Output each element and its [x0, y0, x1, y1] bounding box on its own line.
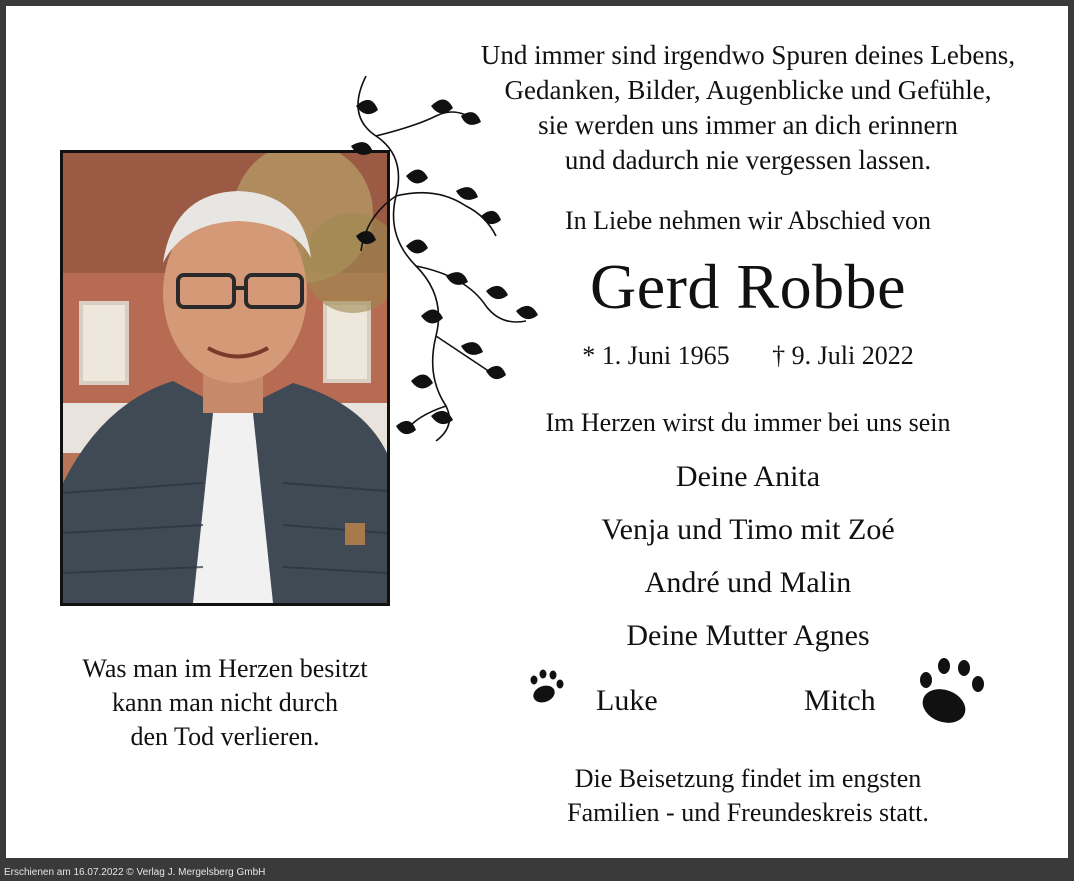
funeral-line: Die Beisetzung findet im engsten	[574, 764, 922, 793]
intro-text: In Liebe nehmen wir Abschied von	[564, 206, 932, 235]
poem-line: sie werden uns immer an dich erinnern	[538, 110, 958, 140]
paw-print-icon	[912, 652, 994, 732]
mourner-line: Deine Mutter Agnes	[626, 619, 870, 652]
deceased-name: Gerd Robbe	[589, 251, 907, 322]
birth-date: * 1. Juni 1965	[582, 341, 730, 370]
memorial-quote	[36, 652, 414, 754]
heart-line: Im Herzen wirst du immer bei uns sein	[545, 408, 951, 437]
life-dates	[438, 341, 1058, 371]
pet-name: Mitch	[804, 684, 876, 717]
publication-footer: Erschienen am 16.07.2022 © Verlag J. Mergelsberg GmbH	[0, 864, 1074, 881]
mourner-line: Deine Anita	[675, 460, 821, 493]
poem	[438, 38, 1058, 178]
quote-line: kann man nicht durch	[112, 688, 338, 717]
mourner-line: André und Malin	[644, 566, 852, 599]
poem-line: Gedanken, Bilder, Augenblicke und Gefühle,	[504, 75, 992, 105]
pet-name: Luke	[596, 684, 658, 717]
obituary-card	[6, 6, 1068, 858]
quote-line: den Tod verlieren.	[130, 722, 320, 751]
poem-line: und dadurch nie vergessen lassen.	[564, 145, 932, 175]
death-date: † 9. Juli 2022	[772, 341, 914, 370]
quote-line: Was man im Herzen besitzt	[82, 654, 368, 683]
funeral-line: Familien - und Freundeskreis statt.	[567, 798, 929, 827]
poem-line: Und immer sind irgendwo Spuren deines Lebens,	[480, 40, 1016, 70]
paw-print-icon	[526, 666, 568, 708]
mourner-line: Venja und Timo mit Zoé	[601, 513, 895, 546]
funeral-notice	[438, 762, 1058, 830]
